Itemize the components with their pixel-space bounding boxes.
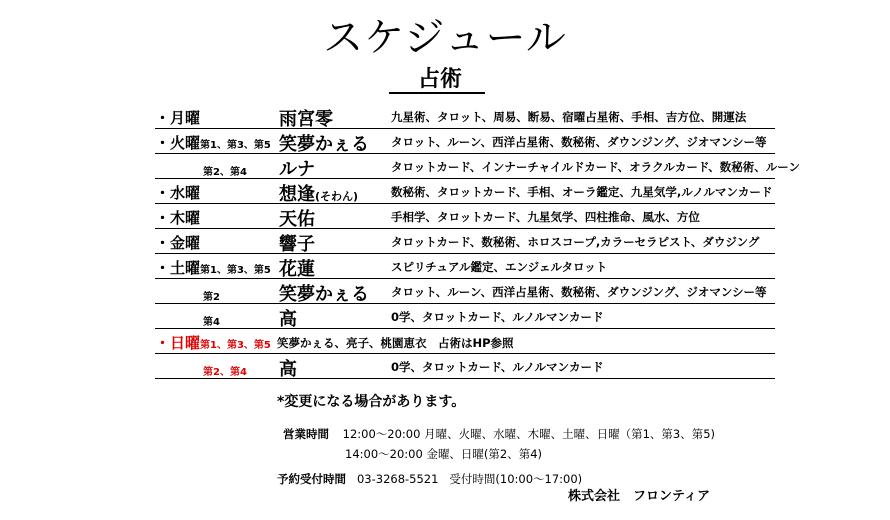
divination-methods: タロットカード、数秘術、ホロスコープ,カラーセラピスト、ダウジング: [391, 235, 760, 249]
divination-methods: 九星術、タロット、周易、断易、宿曜占星術、手相、吉方位、開運法: [391, 110, 747, 124]
sunday-readers-note: 笑夢かぇる、亮子、桃園恵衣 占術はHP参照: [277, 336, 514, 350]
reader-name: 高: [279, 359, 297, 380]
schedule-row-saturday-b: [155, 279, 775, 304]
week-label: 第1、第3、第5: [200, 265, 271, 276]
reader-name: 笑夢かぇる: [279, 284, 369, 305]
section-subtitle: 占術: [417, 67, 462, 92]
divination-methods: タロット、ルーン、西洋占星術、数秘術、ダウンジング、ジオマンシー等: [391, 135, 767, 149]
schedule-table: [155, 104, 801, 380]
schedule-row-saturday-c: [155, 304, 775, 329]
divination-methods: 手相学、タロットカード、九星気学、四柱推命、風水、方位: [391, 210, 700, 224]
week-label: 第2、第4: [203, 167, 247, 178]
day-label: ・日曜第1、第3、第5: [155, 334, 271, 352]
schedule-row-saturday-a: [155, 254, 775, 279]
day-label: ・火曜第1、第3、第5: [155, 134, 271, 152]
divination-methods: 0学、タロットカード、ルノルマンカード: [391, 360, 604, 374]
divination-methods: 0学、タロットカード、ルノルマンカード: [391, 310, 604, 324]
page-title: スケジュール: [323, 15, 567, 61]
week-label: 第1、第3、第5: [200, 140, 271, 151]
day-label: ・木曜: [155, 209, 201, 227]
schedule-row-sunday-b: [155, 354, 775, 379]
subtitle-underline: [389, 92, 485, 94]
day-label: [203, 286, 220, 304]
change-notice: *変更になる場合があります。: [277, 394, 466, 410]
company-name: 株式会社 フロンティア: [568, 489, 710, 504]
day-label: ・水曜: [155, 184, 201, 202]
day-label: [203, 311, 220, 329]
reservation-label: 予約受付時間: [277, 472, 346, 486]
schedule-row-sunday-a: [155, 329, 775, 354]
day-label: ・土曜第1、第3、第5: [155, 259, 271, 277]
schedule-row-friday: [155, 229, 775, 254]
business-hours-line2: 14:00～20:00 金曜、日曜(第2、第4): [345, 447, 543, 461]
business-hours-label: 営業時間: [283, 427, 329, 441]
reservation-hours: 受付時間(10:00～17:00): [449, 472, 583, 486]
reservation-phone: 03-3268-5521: [356, 472, 439, 486]
reader-name: ルナ: [279, 159, 315, 180]
week-label: 第2: [203, 292, 220, 303]
week-label: 第1、第3、第5: [200, 340, 271, 351]
reader-name-reading: (そわん): [315, 190, 359, 203]
schedule-row-wednesday: [155, 179, 775, 204]
schedule-row-tuesday-b: [155, 154, 801, 180]
reader-name: 天佑: [279, 209, 315, 230]
reservation-info: [277, 471, 582, 487]
divination-methods: 数秘術、タロットカード、手相、オーラ鑑定、九星気学,ルノルマンカード: [391, 185, 773, 199]
schedule-row-tuesday-a: [155, 129, 775, 154]
business-hours: [283, 426, 715, 442]
reader-name: 雨宮零: [279, 109, 333, 130]
divination-methods: タロット、ルーン、西洋占星術、数秘術、ダウンジング、ジオマンシー等: [391, 285, 767, 299]
reader-name: 響子: [279, 234, 315, 255]
week-label: 第2、第4: [203, 367, 247, 378]
schedule-row-thursday: [155, 204, 775, 229]
day-label: ・金曜: [155, 234, 201, 252]
divination-methods: スピリチュアル鑑定、エンジェルタロット: [391, 260, 608, 274]
week-label: 第4: [203, 317, 220, 328]
divination-methods: タロットカード、インナーチャイルドカード、オラクルカード、数秘術、ルーン: [391, 160, 801, 174]
reader-name: 花蓮: [279, 259, 315, 280]
day-label: [203, 361, 247, 379]
business-hours-line1: 12:00～20:00 月曜、火曜、水曜、木曜、土曜、日曜（第1、第3、第5): [342, 427, 716, 441]
reader-name: 想逢(そわん): [279, 184, 359, 205]
day-label: [203, 161, 247, 179]
schedule-row-monday: [155, 104, 775, 129]
day-label: ・月曜: [155, 109, 201, 127]
reader-name: 高: [279, 309, 297, 330]
reader-name: 笑夢かぇる: [279, 134, 369, 155]
